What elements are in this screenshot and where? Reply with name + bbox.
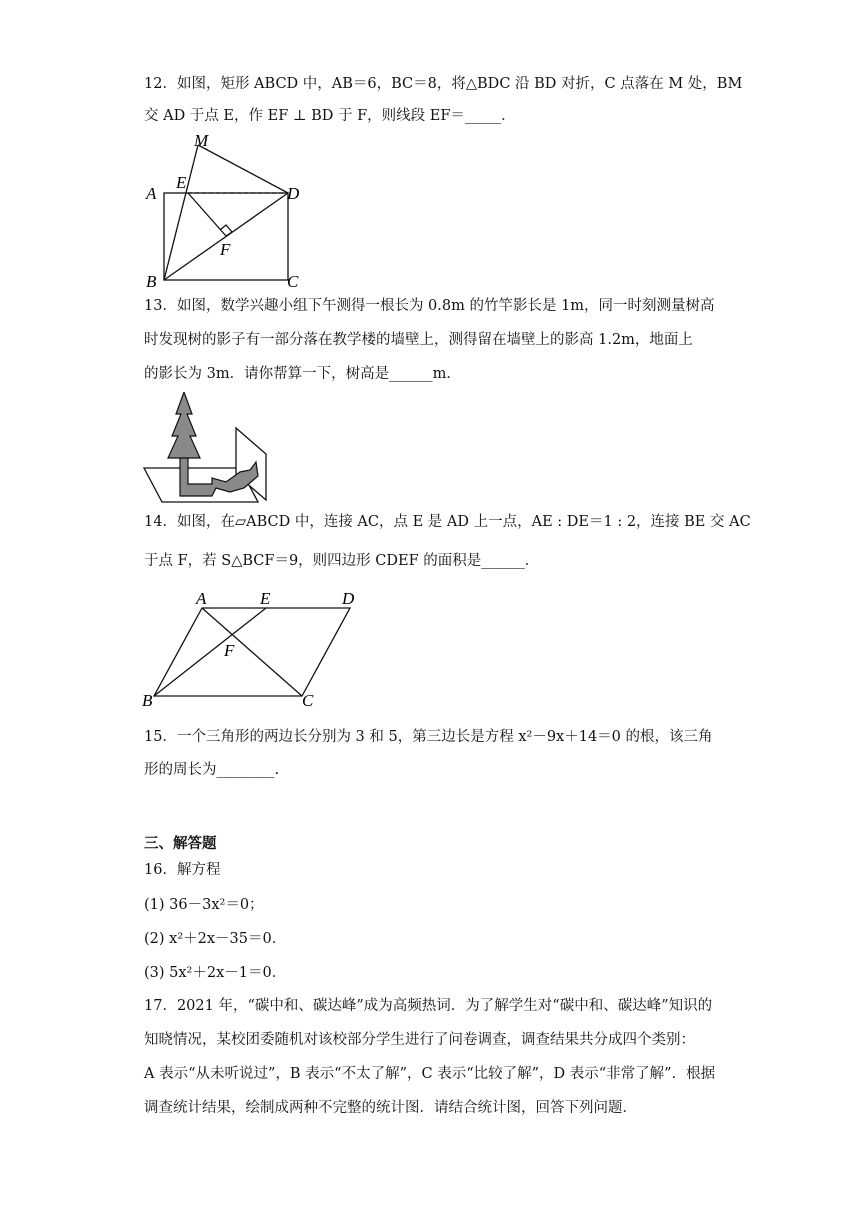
q15-text-line-2: 形的周长为________. [144,762,280,778]
q12-segment-md [198,145,288,193]
q13-figure [140,392,280,507]
q12-label-f: F [220,240,231,259]
section-heading: 三、解答题 [144,836,217,852]
q12-label-a: A [146,184,157,203]
q12-label-b: B [146,272,157,290]
q13-text-line-3: 的影长为 3m．请你帮算一下，树高是______m． [144,366,461,382]
q14-label-f: F [224,641,235,660]
q14-label-b: B [142,691,153,710]
q12-text-line-2: 交 AD 于点 E，作 EF ⊥ BD 于 F，则线段 EF＝_____． [144,108,516,124]
q12-label-e: E [176,173,187,192]
q16-equation-2: (2) x²＋2x－35＝0． [144,931,287,947]
q14-label-d: D [342,589,355,608]
q12-label-d: D [287,184,300,203]
q12-figure [140,130,310,290]
q14-segment-be [154,608,266,696]
q17-text-line-4: 调查统计结果，绘制成两种不完整的统计图．请结合统计图，回答下列问题． [144,1100,637,1116]
q16-equation-1: (1) 36－3x²＝0； [144,897,264,913]
q12-label-c: C [287,272,299,290]
q17-text-line-1: 17．2021 年，“碳中和、碳达峰”成为高频热词．为了解学生对“碳中和、碳达峰”知识的 [144,998,713,1014]
q14-diagonal-ac [202,608,302,696]
q14-label-c: C [302,691,314,710]
q16-title: 16．解方程 [144,862,221,878]
q14-text-line-1: 14．如图，在▱ABCD 中，连接 AC，点 E 是 AD 上一点，AE : DE＝1 : 2，连接 BE 交 AC [144,514,751,530]
q15-text-line-1: 15．一个三角形的两边长分别为 3 和 5，第三边长是方程 x²－9x＋14＝0 的根，该三角 [144,729,713,745]
q16-equation-3: (3) 5x²＋2x－1＝0． [144,965,287,981]
q13-tree-icon [168,392,200,468]
q14-text-line-2: 于点 F，若 S△BCF＝9，则四边形 CDEF 的面积是______． [144,553,540,569]
q14-label-e: E [260,589,271,608]
q12-text-line-1: 12．如图，矩形 ABCD 中，AB＝6，BC＝8，将△BDC 沿 BD 对折，C 点落在 M 处，BM [144,76,743,92]
q13-text-line-2: 时发现树的影子有一部分落在教学楼的墙壁上，测得留在墙壁上的影高 1.2m，地面上 [144,332,693,348]
q14-label-a: A [196,589,207,608]
q14-figure [140,588,370,710]
q13-text-line-1: 13．如图，数学兴趣小组下午测得一根长为 0.8m 的竹竿影长是 1m，同一时刻测量树高 [144,298,715,314]
q12-label-m: M [194,131,209,150]
q17-text-line-2: 知晓情况，某校团委随机对该校部分学生进行了问卷调查，调查结果共分成四个类别： [144,1032,695,1048]
q17-text-line-3: A 表示“从未听说过”，B 表示“不太了解”，C 表示“比较了解”，D 表示“非常了解”．根据 [144,1066,716,1082]
